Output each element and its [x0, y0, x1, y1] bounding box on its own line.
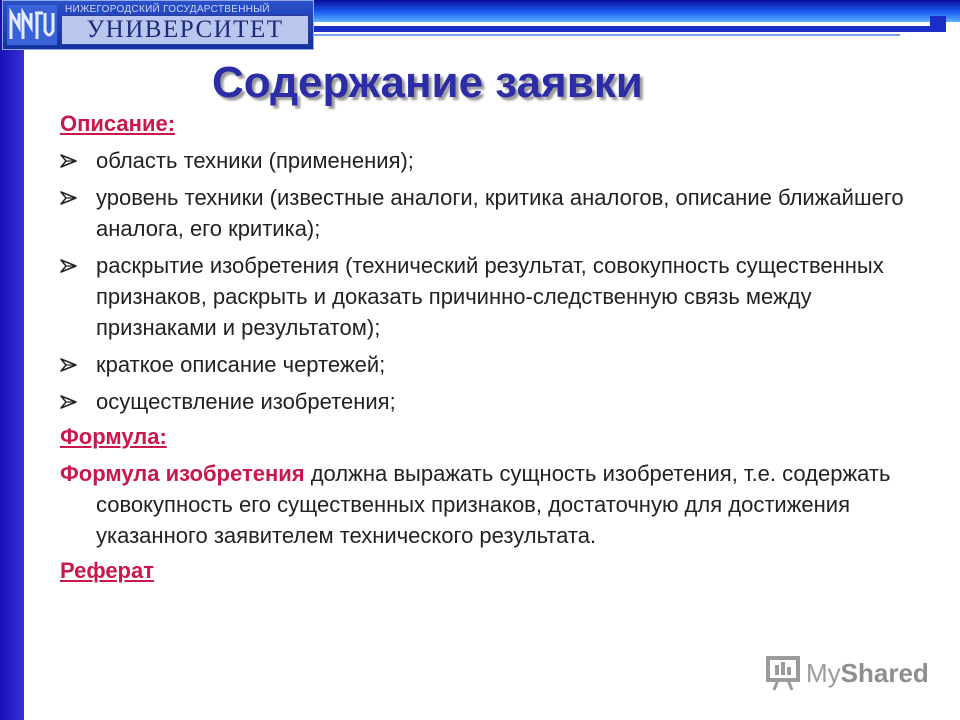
list-item-text: осуществление изобретения; [96, 389, 396, 414]
formula-description: должна выражать сущность изобретения, т.е. содержать совокупность его существенных признаков, достаточную для достижения указанного заявителем технического результата. [96, 461, 891, 548]
list-item [60, 250, 920, 343]
arrow-bullet-icon [60, 258, 78, 274]
formula-paragraph [60, 458, 920, 551]
slide-title: Содержание заявки [212, 58, 643, 107]
watermark-text [806, 658, 929, 689]
list-item [60, 349, 920, 380]
arrow-bullet-icon [60, 153, 78, 169]
arrow-bullet-icon [60, 190, 78, 206]
university-logo [2, 0, 314, 50]
list-item-text: краткое описание чертежей; [96, 352, 386, 377]
arrow-bullet-icon [60, 357, 78, 373]
formula-term: Формула изобретения [60, 461, 305, 486]
watermark-brand-light: My [806, 658, 841, 688]
logo-top-text: НИЖЕГОРОДСКИЙ ГОСУДАРСТВЕННЫЙ [65, 4, 270, 15]
header-band [300, 0, 960, 22]
arrow-bullet-icon [60, 394, 78, 410]
formula-heading: Формула: [60, 424, 167, 449]
header-divider-thin [310, 34, 900, 36]
description-heading: Описание: [60, 111, 176, 136]
list-item-text: уровень техники (известные аналоги, критика аналогов, описание ближайшего аналога, его критика); [96, 185, 904, 241]
presentation-icon [766, 656, 800, 692]
left-accent-bar [0, 0, 24, 720]
list-item [60, 145, 920, 176]
list-item [60, 386, 920, 417]
header-square [930, 16, 946, 32]
myshared-watermark [766, 656, 929, 696]
list-item-text: область техники (применения); [96, 148, 414, 173]
list-item-text: раскрытие изобретения (технический результат, совокупность существенных признаков, раскрыть и доказать причинно-следственную связь между признаками и результатом); [96, 253, 884, 340]
header-divider [300, 26, 940, 32]
university-logo-mark-icon [7, 5, 57, 45]
watermark-brand-bold: Shared [840, 658, 929, 688]
slide-content [60, 104, 920, 586]
abstract-heading: Реферат [60, 558, 155, 583]
list-item [60, 182, 920, 244]
logo-main-text: УНИВЕРСИТЕТ [61, 15, 309, 45]
